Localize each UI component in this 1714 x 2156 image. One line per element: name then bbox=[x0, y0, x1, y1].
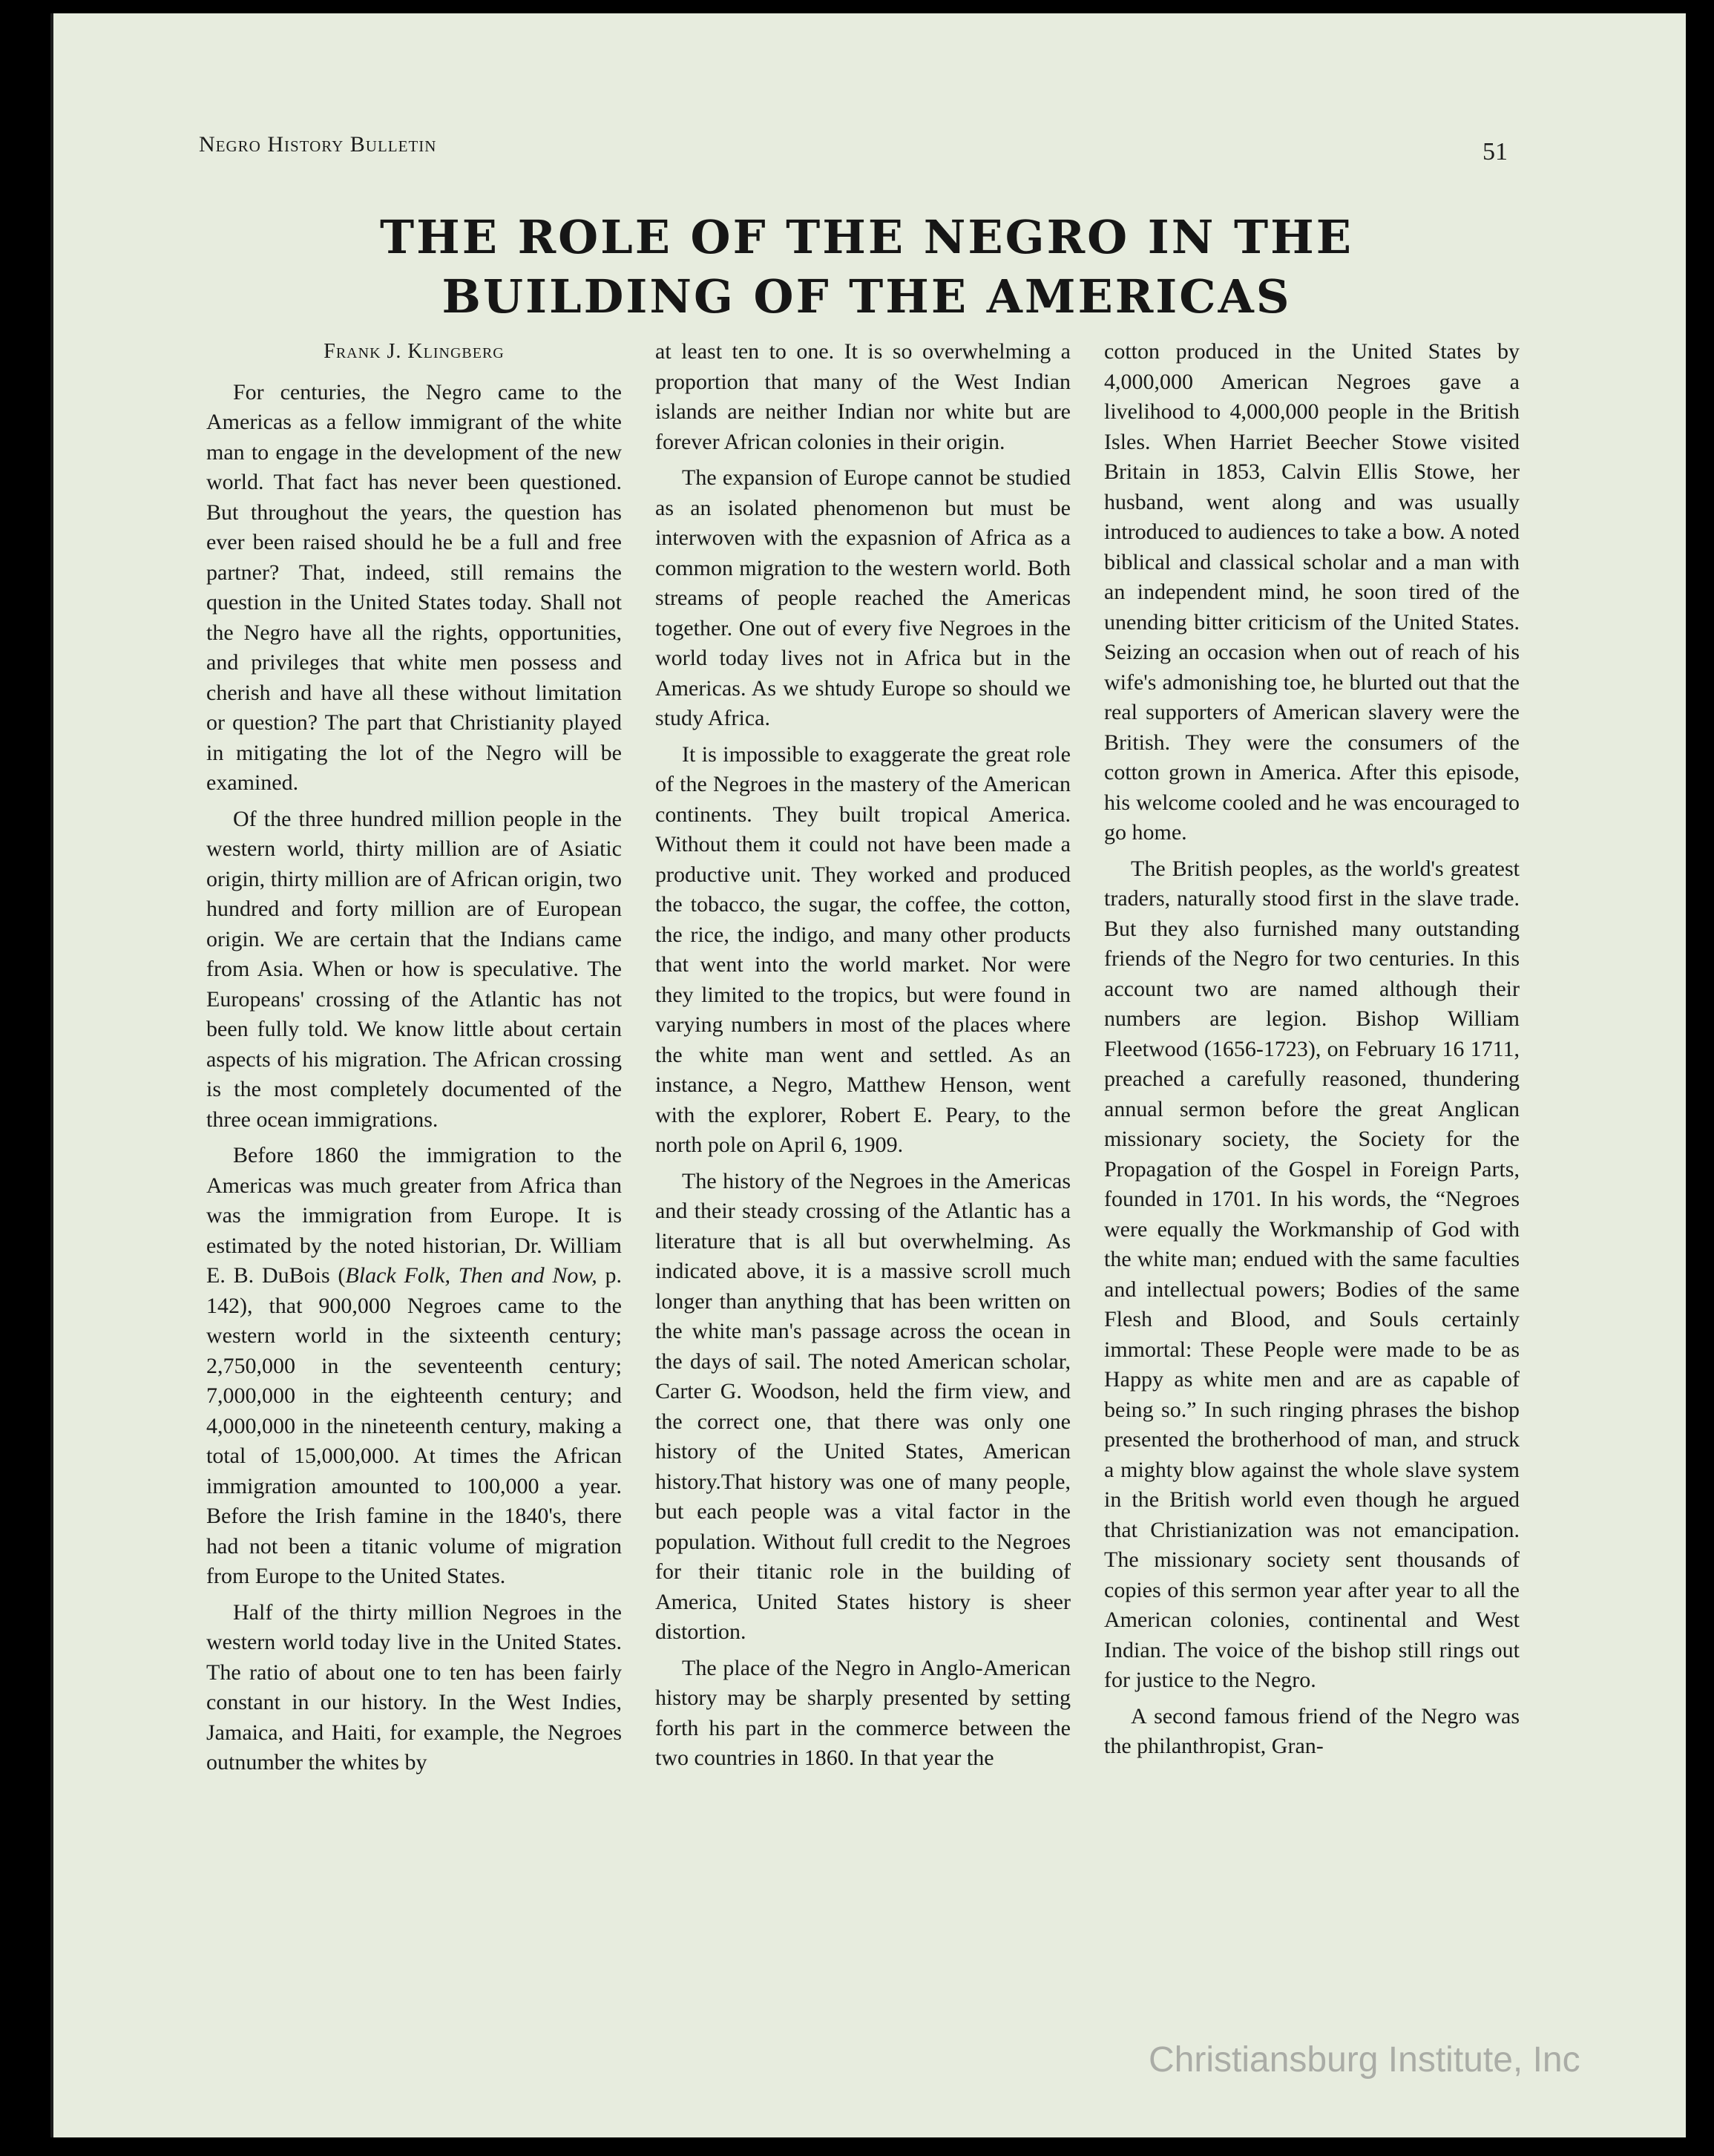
paragraph-text: Before 1860 the immigration to the Americas was much greater from Africa than was the immigration from Europe. It is estimated by the noted historian, Dr. William E. B. DuBois ( bbox=[206, 1143, 622, 1288]
paragraph: Half of the thirty million Negroes in the western world today live in the United States. The ratio of about one to ten has been fairly constant in our history. In the West Indies, Jamaica, and Haiti, for example, the Negroes outnumber the whites by bbox=[206, 1599, 622, 1775]
article-title bbox=[199, 208, 1534, 327]
book-citation: Black Folk, Then and Now, bbox=[345, 1263, 597, 1288]
page-number: 51 bbox=[1482, 138, 1508, 166]
page-edge-line bbox=[50, 13, 53, 2137]
paragraph-continued: at least ten to one. It is so overwhelming a proportion that many of the West Indian islands are neither Indian nor white but are forever African colonies in their origin. bbox=[655, 339, 1071, 454]
paragraph-text: p. 142), that 900,000 Negroes came to the western world in the sixteenth century; 2,750,000 in the seventeenth century; 7,000,000 in the eighteenth century; and 4,000,000 in the nineteenth century, making a total of 15,000,000. At times the African immigration amounted to 100,000 a year. Before the Irish famine in the 1840's, there had not been a titanic volume of migration from Europe to the United States. bbox=[206, 1263, 623, 1588]
paragraph: Of the three hundred million people in the western world, thirty million are of Asiatic origin, thirty million are of African origin, two hundred and forty million are of European origin. We are certain that the Indians came from Asia. When or how is speculative. The Europeans' crossing of the Atlantic has not been fully told. We know little about certain aspects of his migration. The African crossing is the most completely documented of the three ocean immigrations. bbox=[206, 806, 622, 1132]
article-body bbox=[206, 337, 1527, 2059]
paragraph bbox=[206, 1141, 622, 1592]
column-2 bbox=[655, 337, 1071, 1780]
paragraph: It is impossible to exaggerate the great role of the Negroes in the mastery of the American continents. They built tropical America. Without them it could not have been made a productive unit. They worked and produced the tobacco, the sugar, the coffee, the cotton, the rice, the indigo, and many other products that went into the world market. Nor were they limited to the tropics, but were found in varying numbers in most of the places where the white man went and settled. As an instance, a Negro, Matthew Henson, went with the explorer, Robert E. Peary, to the north pole on April 6, 1909. bbox=[655, 741, 1071, 1157]
column-1 bbox=[206, 337, 622, 1784]
paragraph: The place of the Negro in Anglo-American history may be sharply presented by setting forth his part in the commerce between the two countries in 1860. In that year the bbox=[655, 1655, 1071, 1770]
paragraph-continued: cotton produced in the United States by 4,000,000 American Negroes gave a livelihood to 4,000,000 people in the British Isles. When Harriet Beecher Stowe visited Britain in 1853, Calvin Ellis Stowe, her husband, went along and was usually introduced to audiences to take a bow. A noted biblical and classical scholar and a man with an independent mind, he soon tired of the unending bitter criticism of the United States. Seizing an occasion when out of reach of his wife's admonishing toe, he blurted out that the real supporters of American slavery were the British. They were the consumers of the cotton grown in America. After this episode, his welcome cooled and he was encouraged to go home. bbox=[1104, 339, 1520, 845]
title-line-2: BUILDING OF THE AMERICAS bbox=[441, 269, 1292, 324]
document-page bbox=[50, 13, 1686, 2137]
paragraph: For centuries, the Negro came to the Americas as a fellow immigrant of the white man to engage in the development of the new world. That fact has never been questioned. But throughout the years, the question has ever been raised should he be a full and free partner? That, indeed, still remains the question in the United States today. Shall not the Negro have all the rights, opportunities, and privileges that white men possess and cherish and have all these without limitation or question? The part that Christianity played in mitigating the lot of the Negro will be examined. bbox=[206, 379, 622, 795]
paragraph: The British peoples, as the world's greatest traders, naturally stood first in the slave trade. But they also furnished many outstanding friends of the Negro for two centuries. In this account two are named although their numbers are legion. Bishop William Fleetwood (1656-1723), on February 16 1711, preached a carefully reasoned, thundering annual sermon before the great Anglican missionary society, the Society for the Propagation of the Gospel in Foreign Parts, founded in 1701. In his words, the “Negroes were equally the Workmanship of God with the white man; endued with the same faculties and intellectual powers; Bodies of the same Flesh and Blood, and Souls certainly immortal: These People were made to be as Happy as white men and are as capable of being so.” In such ringing phrases the bishop presented the brotherhood of man, and struck a mighty blow against the whole slave system in the British world even though he argued that Christianization was not emancipation. The missionary society sent thousands of copies of this sermon year after year to all the American colonies, continental and West Indian. The voice of the bishop still rings out for justice to the Negro. bbox=[1104, 856, 1520, 1692]
column-3 bbox=[1104, 337, 1520, 1768]
watermark: Christiansburg Institute, Inc bbox=[1149, 2040, 1580, 2080]
paragraph: The expansion of Europe cannot be studied as an isolated phenomenon but must be interwoven with the expasnion of Africa as a common migration to the western world. Both streams of people reached the Americas together. One out of every five Negroes in the world today lives not in Africa but in the Americas. As we shtudy Europe so should we study Africa. bbox=[655, 465, 1071, 730]
paragraph: The history of the Negroes in the Americas and their steady crossing of the Atlantic has a literature that is all but overwhelming. As indicated above, it is a massive scroll much longer than anything that has been written on the white man's passage across the ocean in the days of sail. The noted American scholar, Carter G. Woodson, held the firm view, and the correct one, that there was only one history of the United States, American history.That history was one of many people, but each people was a vital factor in the population. Without full credit to the Negroes for their titanic role in the building of America, United States history is sheer distortion. bbox=[655, 1168, 1071, 1644]
paragraph: A second famous friend of the Negro was the philanthropist, Gran- bbox=[1104, 1703, 1520, 1758]
title-line-1: THE ROLE OF THE NEGRO IN THE bbox=[380, 210, 1353, 264]
running-header: Negro History Bulletin bbox=[199, 132, 437, 157]
author-byline: Frank J. Klingberg bbox=[324, 340, 505, 363]
